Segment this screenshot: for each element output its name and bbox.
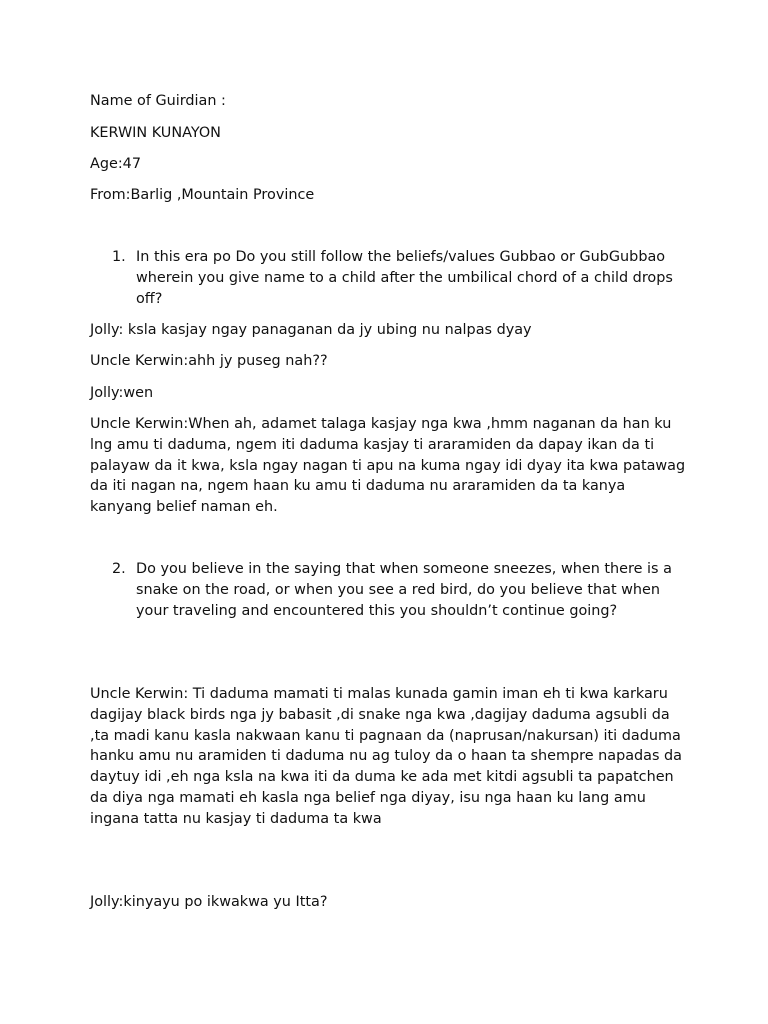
guardian-age: Age:47 xyxy=(90,156,141,172)
guardian-name-label: Name of Guirdian : xyxy=(90,93,226,109)
dialogue-paragraph: Uncle Kerwin:When ah, adamet talaga kasjay nga kwa ,hmm naganan da han ku lng amu ti daduma, ngem iti daduma kasjay ti araramiden da dapay ikan da ti palayaw da it kwa, ksla ngay nagan ti apu na kuma ngay idi dyay ita kwa patawag da iti nagan na, ngem haan ku amu ti daduma nu araramiden da ta kanya kanyang belief naman eh. xyxy=(90,416,686,516)
dialogue-line: Uncle Kerwin:ahh jy puseg nah?? xyxy=(90,353,328,369)
question-text: In this era po Do you still follow the beliefs/values Gubbao or GubGubbao wherein you give name to a child after the umbilical chord of a child drops off? xyxy=(136,249,673,307)
guardian-name: KERWIN KUNAYON xyxy=(90,125,221,141)
question-text: Do you believe in the saying that when someone sneezes, when there is a snake on the road, or when you see a red bird, do you believe that when your traveling and encountered this you shouldn’t continue going? xyxy=(136,561,672,619)
question-number: 1. xyxy=(112,249,126,265)
dialogue-line: Jolly:kinyayu po ikwakwa yu Itta? xyxy=(90,894,328,910)
guardian-origin: From:Barlig ,Mountain Province xyxy=(90,187,315,203)
dialogue-line: Jolly: ksla kasjay ngay panaganan da jy ubing nu nalpas dyay xyxy=(90,322,532,338)
dialogue-paragraph: Uncle Kerwin: Ti daduma mamati ti malas kunada gamin iman eh ti kwa karkaru dagijay black birds nga jy babasit ,di snake nga kwa ,dagijay daduma agsubli da ,ta madi kanu kasla nakwaan kanu ti pagnaan da (naprusan/nakursan) iti daduma hanku amu nu aramiden ti daduma nu ag tuloy da o haan ta shempre napadas da daytuy idi ,eh nga ksla na kwa iti da duma ke ada met kitdi agsubli ta papatchen da diya nga mamati eh kasla nga belief nga diyay, isu nga haan ku lang amu ingana tatta nu kasjay ti daduma ta kwa xyxy=(90,686,682,827)
dialogue-line: Jolly:wen xyxy=(90,385,154,401)
question-number: 2. xyxy=(112,561,126,577)
